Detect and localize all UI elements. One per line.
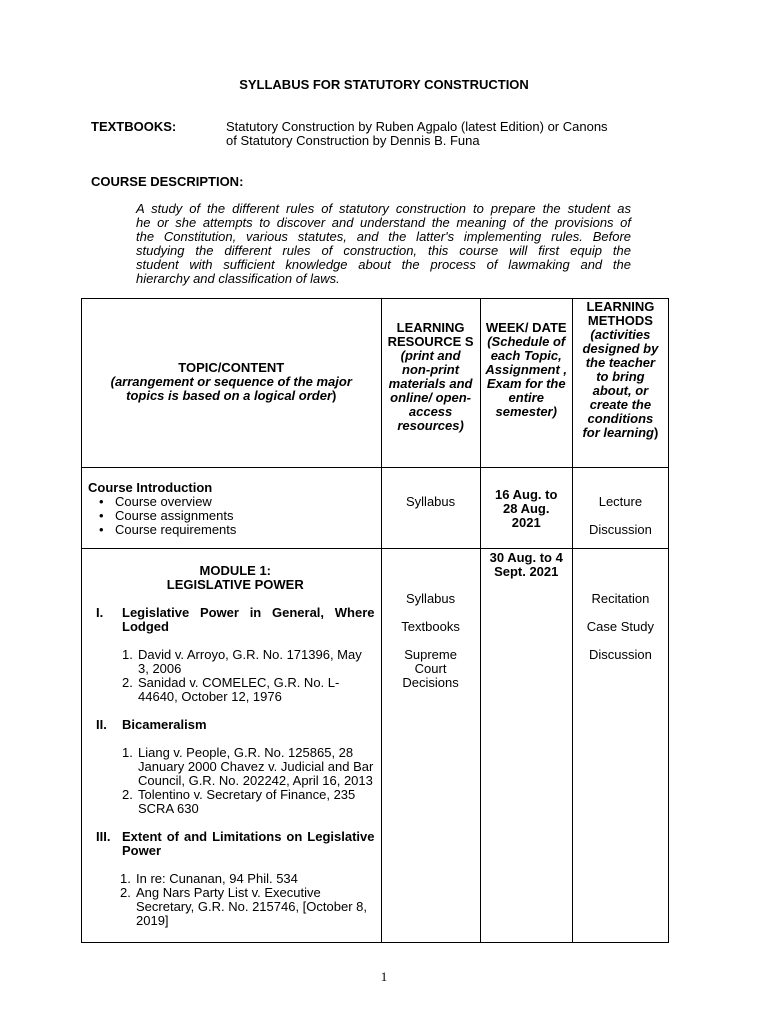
section-title: Extent of and Limitations on Legislative Power — [122, 829, 375, 858]
course-intro-resource: Syllabus — [406, 494, 456, 509]
header-week-note: (Schedule of each Topic, Assignment , Exam for the entire semester) — [485, 334, 568, 419]
description-line: student with sufficient knowledge about the process of lawmaking and the — [136, 257, 631, 272]
course-intro-heading: Course Introduction — [88, 480, 213, 495]
module-1-week-cell — [480, 549, 572, 943]
resource-item: Textbooks — [401, 619, 460, 634]
case-citation: David v. Arroyo, G.R. No. 171396, May 3, 2006 — [138, 647, 362, 676]
list-item: 2. Tolentino v. Secretary of Finance, 235 SCRA 630 — [122, 787, 356, 816]
module-name: LEGISLATIVE POWER — [166, 577, 304, 592]
course-intro-resource-cell — [381, 468, 480, 549]
header-week-title: WEEK/ DATE — [485, 320, 567, 335]
module-title — [96, 564, 375, 592]
section-heading — [96, 830, 375, 858]
course-intro-week: 16 Aug. to 28 Aug. 2021 — [495, 487, 558, 530]
section-numeral: III. — [96, 829, 111, 844]
table-row — [82, 549, 669, 943]
header-methods-title: LEARNING METHODS — [586, 299, 655, 328]
description-line: studying the different rules of construction, this course will first equip the — [136, 243, 631, 258]
case-list — [96, 746, 375, 816]
section-heading — [96, 606, 375, 634]
case-list — [96, 872, 375, 928]
section-title: Legislative Power in General, Where Lodged — [122, 605, 375, 634]
case-citation: Sanidad v. COMELEC, G.R. No. L-44640, October 12, 1976 — [138, 675, 340, 704]
course-intro-cell — [82, 468, 382, 549]
list-item: 2. Ang Nars Party List v. Executive Secretary, G.R. No. 215746, [October 8, 2019] — [120, 885, 367, 928]
section-title: Bicameralism — [122, 717, 207, 732]
case-list — [96, 648, 375, 704]
header-topic-title: TOPIC/CONTENT — [178, 360, 285, 375]
header-week-cell — [480, 299, 572, 468]
resource-item: Supreme Court Decisions — [402, 647, 459, 690]
syllabus-table — [81, 298, 669, 943]
description-line: A study of the different rules of statutory construction to prepare the student as — [136, 201, 631, 216]
list-item: • Course overview — [115, 495, 381, 509]
textbooks-line-1: Statutory Construction by Ruben Agpalo (latest Edition) or Canons — [226, 119, 608, 134]
method-item: Discussion — [588, 647, 652, 662]
module-1-cell — [82, 549, 382, 943]
textbooks-line-2: of Statutory Construction by Dennis B. Funa — [226, 133, 480, 148]
list-item: • Course requirements — [115, 523, 381, 537]
description-line: the Constitution, various statutes, and the latter's implementing rules. Before — [136, 229, 631, 244]
list-item: • Course assignments — [115, 509, 381, 523]
module-1-methods-cell — [572, 549, 668, 943]
course-intro-week-cell — [480, 468, 572, 549]
list-item: 1. Liang v. People, G.R. No. 125865, 28 January 2000 Chavez v. Judicial and Bar Council, G.R. No. 202242, April 16, 2013 — [122, 745, 374, 788]
section-heading — [96, 718, 375, 732]
method-item: Discussion — [588, 522, 652, 537]
textbooks-label: TEXTBOOKS: — [91, 119, 177, 134]
section-numeral: I. — [96, 605, 104, 620]
description-line: hierarchy and classification of laws. — [136, 271, 340, 286]
method-item: Recitation — [591, 591, 650, 606]
textbooks-text — [226, 120, 646, 148]
header-resources-cell — [381, 299, 480, 468]
header-resources-title: LEARNING RESOURCE S — [387, 320, 474, 349]
header-topic-paren: ) — [332, 388, 337, 403]
header-resources-note: (print and non-print materials and online/ open-access resources) — [388, 348, 473, 433]
course-intro-list — [88, 495, 381, 537]
case-citation: Ang Nars Party List v. Executive Secretary, G.R. No. 215746, [October 8, 2019] — [136, 885, 367, 928]
header-topic-cell — [82, 299, 382, 468]
header-methods-cell — [572, 299, 668, 468]
list-item: 2. Sanidad v. COMELEC, G.R. No. L-44640, October 12, 1976 — [122, 675, 340, 704]
case-citation: Liang v. People, G.R. No. 125865, 28 January 2000 Chavez v. Judicial and Bar Council, G.R. No. 202242, April 16, 2013 — [138, 745, 374, 788]
course-description-label: COURSE DESCRIPTION: — [91, 174, 244, 189]
list-item: 1. In re: Cunanan, 94 Phil. 534 — [120, 871, 298, 886]
table-row — [82, 468, 669, 549]
method-item: Lecture — [598, 494, 643, 509]
method-item: Case Study — [586, 619, 654, 634]
course-intro-methods-cell — [572, 468, 668, 549]
page-number: 1 — [380, 969, 388, 984]
section-numeral: II. — [96, 717, 107, 732]
header-topic-note: (arrangement or sequence of the major topics is based on a logical order — [110, 374, 352, 403]
course-description-text — [136, 202, 631, 286]
case-citation: In re: Cunanan, 94 Phil. 534 — [136, 871, 298, 886]
document-title: SYLLABUS FOR STATUTORY CONSTRUCTION — [239, 77, 529, 92]
list-item: 1. David v. Arroyo, G.R. No. 171396, May 3, 2006 — [122, 647, 362, 676]
module-1-resources-cell — [381, 549, 480, 943]
header-methods-paren: ) — [653, 425, 659, 440]
module-number: MODULE 1: — [199, 563, 271, 578]
header-methods-note: (activities designed by the teacher to bring about, or create the conditions for learning — [582, 327, 659, 440]
table-header-row — [82, 299, 669, 468]
resource-item: Syllabus — [406, 591, 456, 606]
description-line: he or she attempts to discover and understand the meaning of the provisions of — [136, 215, 631, 230]
module-1-week: 30 Aug. to 4 Sept. 2021 — [489, 550, 563, 579]
case-citation: Tolentino v. Secretary of Finance, 235 SCRA 630 — [138, 787, 356, 816]
